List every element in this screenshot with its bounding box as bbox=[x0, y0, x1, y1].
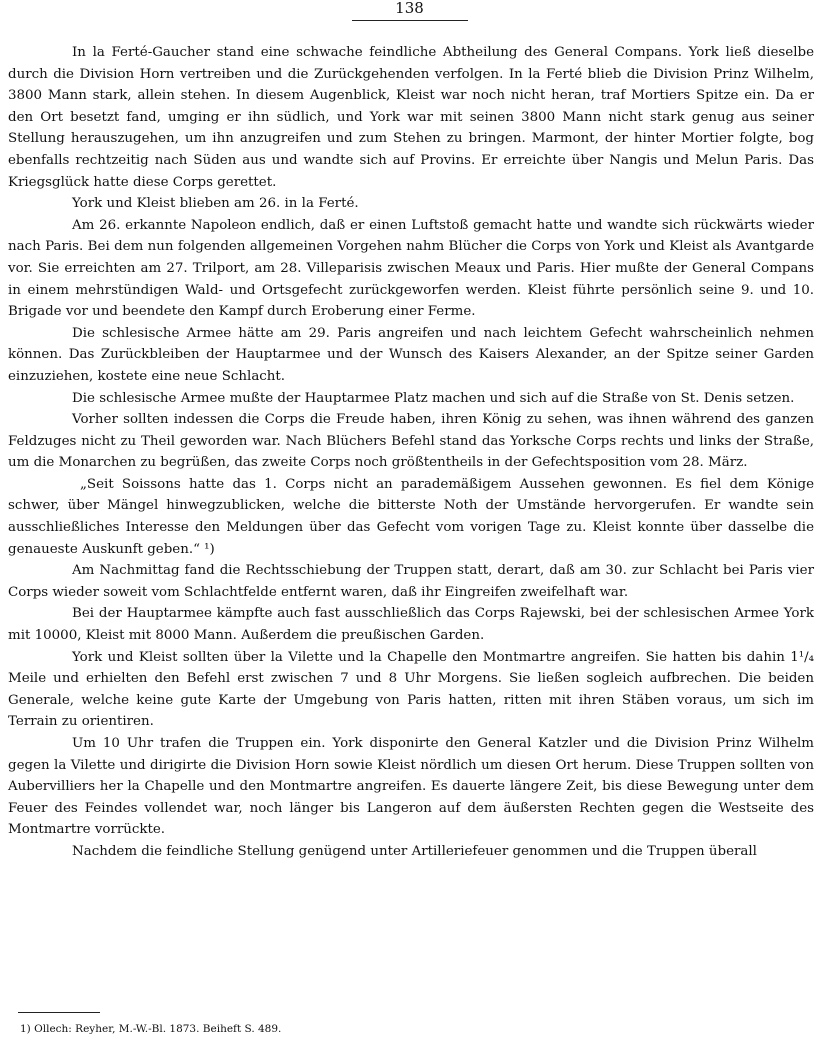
paragraph: Am 26. erkannte Napoleon endlich, daß er einen Luftstoß gemacht hatte und wandte sich rückwärts wieder nach Paris. Bei dem nun folgenden allgemeinen Vorgehen nahm Blücher die Corps von York und Kleist als Avantgarde vor. Sie erreichten am 27. Trilport, am 28. Villeparisis zwischen Meaux und Paris. Hier mußte der General Compans in einem mehrstündigen Wald- und Ortsgefecht zurückgeworfen werden. Kleist führte persönlich seine 9. und 10. Brigade vor und beendete den Kampf durch Eroberung einer Ferme. bbox=[8, 217, 814, 320]
footnote: 1) Ollech: Reyher, M.-W.-Bl. 1873. Beiheft S. 489. bbox=[20, 1023, 282, 1035]
header-rule bbox=[352, 20, 468, 21]
paragraph: Nachdem die feindliche Stellung genügend unter Artilleriefeuer genommen und die Truppen überall bbox=[72, 843, 757, 859]
paragraph: York und Kleist sollten über la Vilette und la Chapelle den Montmartre angreifen. Sie hatten bis dahin 1¹/₄ Meile und erhielten den Befehl erst zwischen 7 und 8 Uhr Morgens. Sie ließen sogleich aufbrechen. Die beiden Generale, welche keine gute Karte der Umgebung von Paris hatten, ritten mit ihren Stäben voraus, um sich im Terrain zu orientiren. bbox=[8, 649, 814, 730]
paragraph: York und Kleist blieben am 26. in la Ferté. bbox=[72, 196, 359, 212]
paragraph: Vorher sollten indessen die Corps die Freude haben, ihren König zu sehen, was ihnen während des ganzen Feldzuges nicht zu Theil geworden war. Nach Blüchers Befehl stand das Yorksche Corps rechts und links der Straße, um die Monarchen zu begrüßen, das zweite Corps noch größtentheils in der Gefechtsposition vom 28. März. bbox=[8, 412, 814, 471]
footnote-rule bbox=[18, 1012, 100, 1013]
body-text bbox=[8, 42, 814, 863]
paragraph: Am Nachmittag fand die Rechtsschiebung der Truppen statt, derart, daß am 30. zur Schlacht bei Paris vier Corps wieder soweit vom Schlachtfelde entfernt waren, daß ihr Eingreifen zweifelhaft war. bbox=[8, 563, 814, 600]
paragraph: Bei der Hauptarmee kämpfte auch fast ausschließlich das Corps Rajewski, bei der schlesischen Armee York mit 10000, Kleist mit 8000 Mann. Außerdem die preußischen Garden. bbox=[8, 606, 814, 644]
paragraph: In la Ferté-Gaucher stand eine schwache feindliche Abtheilung des General Compans. York ließ dieselbe durch die Division Horn vertreiben und die Zurückgehenden verfolgen. In la Ferté blieb die Division Prinz Wilhelm, 3800 Mann stark, allein stehen. In diesem Augenblick, Kleist war noch nicht heran, traf Mortiers Spitze ein. Da er den Ort besetzt fand, umging er ihn südlich, und York war mit seinen 3800 Mann nicht stark genug aus seiner Stellung herauszugehen, um ihn anzugreifen und zum Stehen zu bringen. Marmont, der hinter Mortier folgte, bog ebenfalls rechtzeitig nach Süden aus und wandte sich auf Provins. Er erreichte über Nangis und Melun Paris. Das Kriegsglück hatte diese Corps gerettet. bbox=[8, 45, 814, 190]
page-number: 138 bbox=[395, 0, 424, 17]
paragraph: Um 10 Uhr trafen die Truppen ein. York disponirte den General Katzler und die Division Prinz Wilhelm gegen la Vilette und dirigirte die Division Horn sowie Kleist nördlich um diesen Ort herum. Diese Truppen sollten von Aubervilliers her la Chapelle und den Montmartre angreifen. Es dauerte längere Zeit, bis diese Bewegung unter dem Feuer des Feindes vollendet war, noch länger bis Langeron auf dem äußersten Rechten gegen die Westseite des Montmartre vorrückte. bbox=[8, 736, 814, 838]
paragraph: Die schlesische Armee mußte der Hauptarmee Platz machen und sich auf die Straße von St. Denis setzen. bbox=[72, 390, 795, 406]
paragraph: Die schlesische Armee hätte am 29. Paris angreifen und nach leichtem Gefecht wahrscheinlich nehmen können. Das Zurückbleiben der Hauptarmee und der Wunsch des Kaisers Alexander, an der Spitze seiner Garden einzuziehen, kostete eine neue Schlacht. bbox=[8, 325, 814, 384]
quotation-paragraph: „Seit Soissons hatte das 1. Corps nicht an parademäßigem Aussehen gewonnen. Es fiel dem Könige schwer, über Mängel hinwegzublicken, welche die bitterste Noth der Umstände hervorgerufen. Er wandte sein ausschließliches Interesse den Meldungen über das Gefecht vom vorigen Tage zu. Kleist konnte über dasselbe die genaueste Auskunft geben.“ ¹) bbox=[8, 476, 814, 557]
